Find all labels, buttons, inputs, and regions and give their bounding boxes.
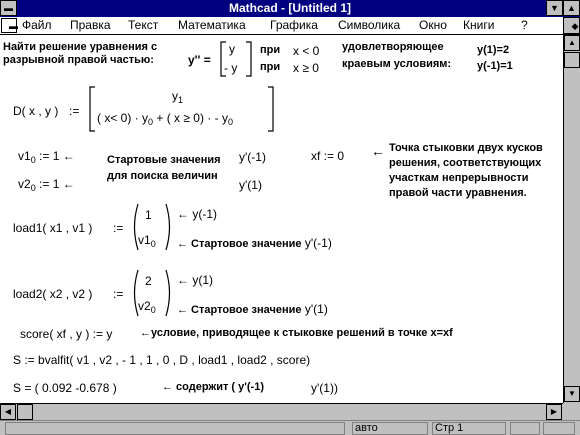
intro-satisfy2: краевым условиям: (342, 58, 452, 70)
s-result-note2: y'(1)) (311, 381, 338, 395)
menu-window[interactable]: Окно (419, 18, 447, 32)
load2-lhs: load2( x2 , v2 ) (13, 287, 93, 301)
intro-text-line1: Найти решение уравнения с (3, 41, 158, 53)
load1-note1: ← y(-1) (177, 207, 217, 221)
d-row1-sub: 1 (178, 95, 184, 105)
v1-arrow: ← (62, 149, 75, 163)
boundary-condition-1: y(1)=2 (477, 44, 510, 56)
scroll-right-button[interactable] (546, 404, 562, 420)
score-definition: score( xf , y ) := y (20, 327, 113, 341)
horizontal-scroll-thumb[interactable] (17, 404, 33, 420)
v2-name: v2 (18, 177, 31, 191)
d-function-lhs: D( x , y ) (13, 104, 59, 118)
maximize-icon: ▲ (567, 3, 576, 13)
load1-bottom-var: v1 (138, 233, 151, 247)
start-note-yprime-1: y'(1) (239, 178, 262, 192)
v2-sub: 0 (30, 183, 36, 193)
load1-note2-value: y'(-1) (304, 236, 332, 250)
title-bar[interactable] (0, 0, 580, 17)
s-result: S = ( 0.092 -0.678 ) (13, 381, 117, 395)
load1-note2-text: ← Стартовое значение (177, 238, 302, 250)
status-mode: авто (352, 422, 428, 435)
load2-bottom-var: v2 (138, 299, 151, 313)
horizontal-scrollbar[interactable] (0, 403, 563, 420)
d-row2-sub1: 0 (148, 117, 154, 127)
load2-bottom (138, 299, 156, 315)
menu-books[interactable]: Книги (463, 18, 495, 32)
ode-case1: y (229, 42, 235, 56)
status-field-5 (543, 422, 575, 435)
menu-text[interactable]: Текст (128, 18, 159, 32)
load2-right-paren (164, 269, 174, 317)
ode-cond1: x < 0 (293, 44, 320, 58)
load2-top: 2 (145, 274, 152, 288)
document-menu-button[interactable] (1, 18, 17, 33)
v1-sub: 0 (30, 155, 36, 165)
d-right-bracket (267, 86, 275, 132)
arrow-left-icon: ◀ (4, 407, 12, 416)
xf-note-line4: правой части уравнения. (389, 187, 527, 199)
v2-definition (18, 177, 75, 193)
d-row2 (97, 111, 233, 127)
vertical-scroll-thumb[interactable] (564, 52, 580, 68)
minimize-icon: ▼ (550, 3, 559, 13)
v2-arrow: ← (62, 177, 75, 191)
arrow-down-icon: ▼ (568, 389, 576, 398)
intro-satisfy1: удовлетворяющее (342, 41, 444, 53)
scroll-corner (563, 403, 580, 420)
system-menu-icon: ▬ (4, 3, 13, 13)
status-message (5, 422, 345, 435)
xf-note-line1: Точка стыковки двух кусков (389, 142, 543, 154)
s-bvalfit: S := bvalfit( v1 , v2 , - 1 , 1 , 0 , D , load1 , load2 , score) (13, 353, 311, 367)
load2-note2 (177, 302, 328, 316)
v1-assign: := 1 (39, 149, 60, 163)
load2-note2-text: ← Стартовое значение (177, 304, 302, 316)
load2-bottom-sub: 0 (150, 305, 156, 315)
d-row1-var: y (172, 89, 178, 103)
document-restore-button[interactable] (563, 17, 580, 34)
menu-bar (0, 17, 580, 35)
v2-assign: := 1 (39, 177, 60, 191)
window-title: Mathcad - [Untitled 1] (229, 1, 351, 15)
ode-when1: при (260, 44, 281, 56)
xf-definition: xf := 0 (311, 149, 345, 163)
maximize-button[interactable] (563, 0, 580, 16)
ode-when2: при (260, 61, 281, 73)
score-note: ←условие, приводящее к стыковке решений в точке x=xf (140, 327, 453, 339)
menu-help[interactable]: ? (521, 18, 528, 32)
start-note-line2: для поиска величин (107, 170, 218, 182)
d-assign: := (69, 104, 80, 118)
ode-lhs: y'' = (188, 53, 211, 67)
ode-cond2: x ≥ 0 (293, 61, 319, 75)
load2-note1: ← y(1) (177, 273, 213, 287)
load2-note2-value: y'(1) (304, 302, 328, 316)
ode-case2: - y (224, 61, 238, 75)
scroll-up-button[interactable] (564, 35, 580, 51)
start-note-line1: Стартовые значения (107, 154, 221, 166)
d-row2-part1: ( x< 0) · y (97, 111, 149, 125)
load1-assign: := (113, 221, 124, 235)
status-page: Стр 1 (432, 422, 506, 435)
xf-arrow: ← (371, 143, 385, 159)
xf-note-line3: участкам непрерывности (389, 172, 529, 184)
menu-graphics[interactable]: Графика (270, 18, 318, 32)
load2-assign: := (113, 287, 124, 301)
worksheet[interactable] (0, 35, 563, 403)
status-bar (0, 420, 580, 435)
load1-right-paren (164, 203, 174, 251)
menu-math[interactable]: Математика (178, 18, 246, 32)
scroll-down-button[interactable] (564, 386, 580, 402)
vertical-scrollbar[interactable] (563, 35, 580, 403)
arrow-right-icon: ▶ (550, 407, 558, 416)
start-note-yprime-m1: y'(-1) (239, 150, 266, 164)
menu-edit[interactable]: Правка (70, 18, 111, 32)
minimize-button[interactable] (546, 0, 563, 16)
menu-symbolic[interactable]: Символика (338, 18, 401, 32)
d-row1 (172, 89, 183, 105)
load1-top: 1 (145, 208, 152, 222)
arrow-up-icon: ▲ (568, 38, 576, 47)
v1-name: v1 (18, 149, 31, 163)
boundary-condition-2: y(-1)=1 (477, 60, 513, 72)
d-row2-sub2: 0 (227, 117, 233, 127)
intro-text-line2: разрывной правой частью: (3, 54, 154, 66)
s-result-note: ← содержит ( y'(-1) (162, 381, 264, 393)
load1-note2 (177, 236, 332, 250)
status-field-4 (510, 422, 540, 435)
scroll-left-button[interactable] (0, 404, 16, 420)
menu-file[interactable]: Файл (22, 18, 52, 32)
d-left-bracket (88, 86, 96, 132)
v1-definition (18, 149, 75, 165)
load1-bottom-sub: 0 (150, 239, 156, 249)
ode-right-brace (244, 41, 254, 77)
load1-bottom (138, 233, 156, 249)
restore-icon: ◆ (571, 21, 579, 31)
d-row2-part2: + ( x ≥ 0) · - y (153, 111, 228, 125)
xf-note-line2: решения, соответствующих (389, 157, 542, 169)
document-menu-icon: ▬ (9, 21, 18, 31)
load1-lhs: load1( x1 , v1 ) (13, 221, 93, 235)
